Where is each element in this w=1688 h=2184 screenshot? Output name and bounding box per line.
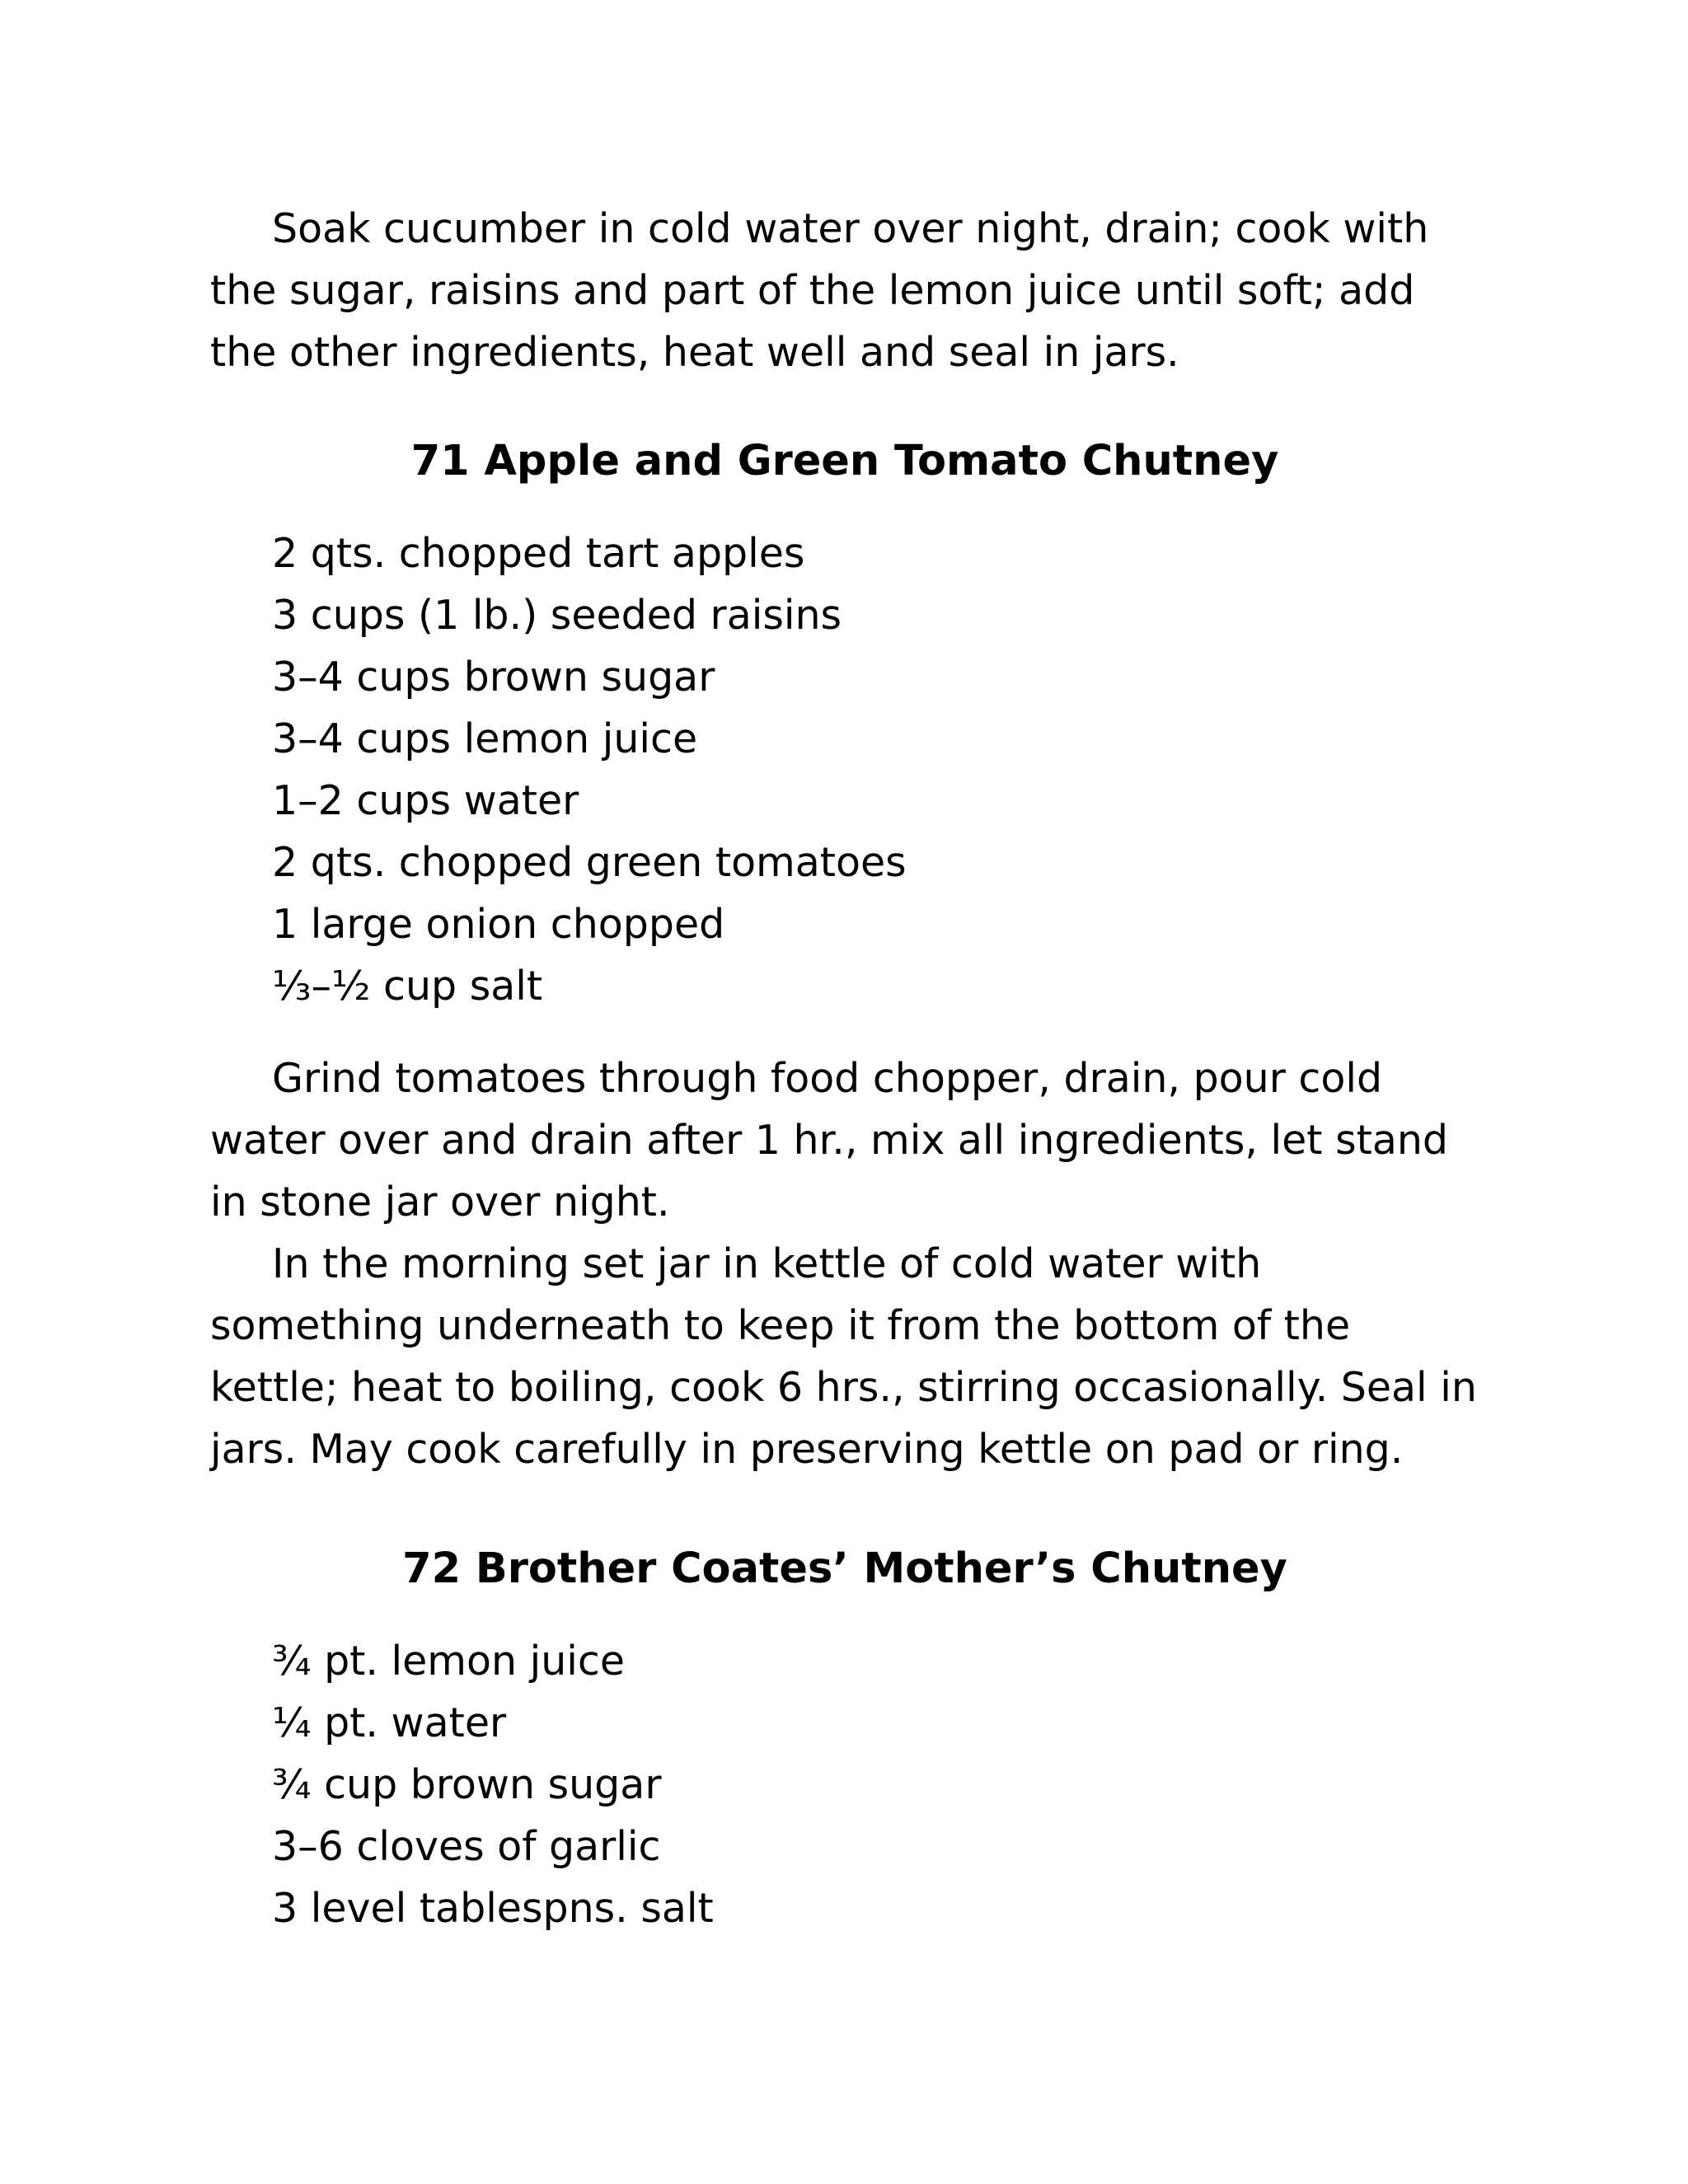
ingredient-item: 2 qts. chopped tart apples — [272, 530, 805, 577]
ingredient-item: ¾ cup brown sugar — [272, 1761, 662, 1808]
recipe-71-ingredient-list — [210, 523, 1479, 1017]
intro-paragraph: Soak cucumber in cold water over night, drain; cook with the sugar, raisins and part of the lemon juice until soft; add the other ingredients, heat well and seal in jars. — [210, 205, 1429, 376]
ingredient-item: 3–4 cups brown sugar — [272, 654, 715, 701]
document-page — [210, 198, 1479, 1939]
ingredient-item: ¼ pt. water — [272, 1699, 507, 1746]
recipe-72-title: 72 Brother Coates’ Mother’s Chutney — [402, 1544, 1287, 1593]
recipe-71-directions-2: In the morning set jar in kettle of cold water with something underneath to keep it from the bottom of the kettle; heat to boiling, cook 6 hrs., stirring occasionally. Seal in jars. May cook carefully in preserving kettle on pad or ring. — [210, 1240, 1477, 1473]
ingredient-item: 2 qts. chopped green tomatoes — [272, 839, 907, 886]
recipe-72-ingredient-list — [210, 1630, 1479, 1939]
recipe-71-directions-1: Grind tomatoes through food chopper, drain, pour cold water over and drain after 1 hr., mix all ingredients, let stand in stone jar over night. — [210, 1055, 1449, 1226]
ingredient-item: 3 level tablespns. salt — [272, 1885, 714, 1932]
ingredient-item: 1 large onion chopped — [272, 901, 725, 948]
ingredient-item: ¾ pt. lemon juice — [272, 1638, 626, 1685]
ingredient-item: 3–6 cloves of garlic — [272, 1823, 661, 1870]
ingredient-item: 3 cups (1 lb.) seeded raisins — [272, 592, 842, 639]
ingredient-item: ⅓–½ cup salt — [272, 963, 543, 1010]
ingredient-item: 3–4 cups lemon juice — [272, 715, 698, 762]
ingredient-item: 1–2 cups water — [272, 777, 579, 824]
recipe-71-title: 71 Apple and Green Tomato Chutney — [410, 437, 1279, 485]
